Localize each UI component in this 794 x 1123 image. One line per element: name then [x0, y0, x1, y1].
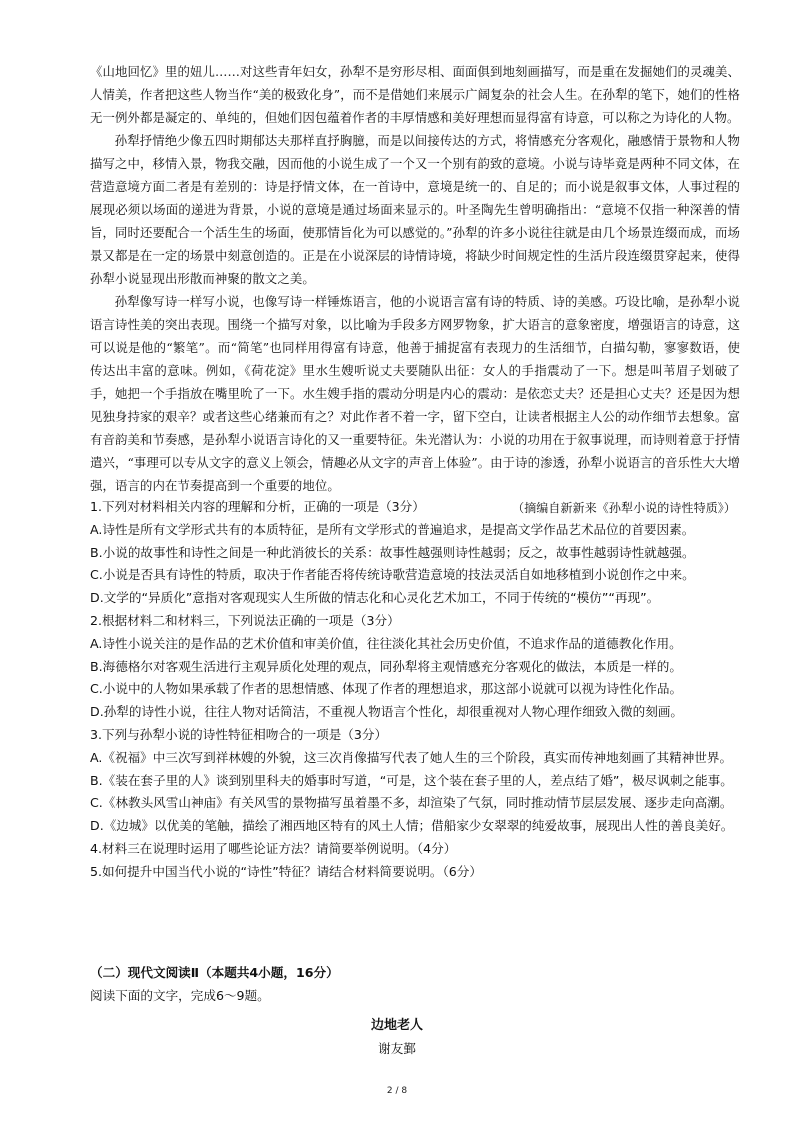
question-2-option-a: A.诗性小说关注的是作品的艺术价值和审美价值，往往淡化其社会历史价值，不追求作品的道德教化作用。: [90, 635, 682, 651]
question-2-option-b: B.海德格尔对客观生活进行主观异质化处理的观点，同孙犁将主观情感充分客观化的做法，本质是一样的。: [90, 658, 682, 674]
passage-paragraph-3: 孙犁像写诗一样写小说，也像写诗一样锤炼语言，他的小说语言富有诗的特质、诗的美感。巧设比喻，是孙犁小说语言诗性美的突出表现。围绕一个描写对象，以比喻为手段多方网罗物象，扩大语言的意象密度，增强语言的诗意，这可以说是他的“繁笔”。而“简笔”也同样用得富有诗意，他善于捕捉富有表现力的生活细节，白描勾勒，寥寥数语，使传达出丰富的意味。例如，《荷花淀》里水生嫂听说丈夫要随队出征：女人的手指震动了一下。想是叫苇眉子划破了手，她把一个手指放在嘴里吮了一下。水生嫂手指的震动分明是内心的震动：是依恋丈夫？还是担心丈夫？还是因为想见独身持家的艰辛？或者这些心绪兼而有之？对此作者不着一字，留下空白，让读者根据主人公的动作细节去想象。富有音韵美和节奏感，是孙犁小说语言诗化的又一重要特征。朱光潜认为：小说的功用在于叙事说理，而诗则着意于抒情遣兴，“事理可以专从文字的意义上领会，情趣必从文字的声音上体验”。由于诗的渗透，孙犁小说语言的音乐性大大增强，语言的内在节奏提高到一个重要的地位。: [90, 294, 740, 493]
question-4-stem: 4.材料三在说理时运用了哪些论证方法？请简要举例说明。（4分）: [90, 840, 457, 856]
story-title: 边地老人: [370, 1018, 423, 1033]
passage-paragraph-2: 孙犁抒情绝少像五四时期郁达夫那样直抒胸臆，而是以间接传达的方式，将情感充分客观化，融感情于景物和人物描写之中，移情入景，物我交融，因而他的小说生成了一个又一个别有韵致的意境。小说与诗毕竟是两种不同文体，在营造意境方面二者是有差别的：诗是抒情文体，在一首诗中，意境是统一的、自足的；而小说是叙事文体，人事过程的展现必须以场面的递进为背景，小说的意境是通过场面来显示的。叶圣陶先生曾明确指出：“意境不仅指一种深善的情旨，同时还要配合一个活生生的场面，使那情旨化为可以感觉的。”孙犁的许多小说往往就是由几个场景连缀而成，而场景又都是在一定的场景中刻意创造的。正是在小说深层的诗情诗境，将缺少时间规定性的生活片段连缀贯穿起来，使得孙犁小说显现出形散而神聚的散文之美。: [90, 133, 740, 286]
section-two-instruction: 阅读下面的文字，完成6～9题。: [90, 987, 270, 1003]
page-number: 2 / 8: [386, 1086, 408, 1096]
section-two-heading: （二）现代文阅读Ⅱ（本题共4小题，16分）: [90, 965, 339, 980]
question-3-option-c: C.《林教头风雪山神庙》有关风雪的景物描写虽着墨不多，却渲染了气氛，同时推动情节层层发展、逐步走向高潮。: [90, 795, 733, 811]
question-1-option-b: B.小说的故事性和诗性之间是一种此消彼长的关系：故事性越强则诗性越弱；反之，故事性越弱诗性就越强。: [90, 544, 695, 560]
question-1-option-a: A.诗性是所有文学形式共有的本质特征，是所有文学形式的普遍追求，是提高文学作品艺术品位的首要因素。: [90, 521, 695, 537]
question-3-stem: 3.下列与孙犁小说的诗性特征相吻合的一项是（3分）: [90, 726, 388, 742]
question-5-stem: 5.如何提升中国当代小说的“诗性”特征？请结合材料简要说明。（6分）: [90, 863, 482, 879]
question-3-option-d: D.《边城》以优美的笔触，描绘了湘西地区特有的风土人情；借船家少女翠翠的纯爱故事，展现出人性的善良美好。: [90, 818, 734, 834]
question-3-option-b: B.《装在套子里的人》谈到别里科夫的婚事时写道，“可是，这个装在套子里的人，差点结了婚”，极尽讽刺之能事。: [90, 772, 733, 788]
question-list: [90, 496, 740, 884]
question-1-option-d: D.文学的“异质化”意指对客观现实人生所做的情志化和心灵化艺术加工，不同于传统的“模仿”“再现”。: [90, 590, 660, 606]
section-two: [90, 962, 740, 1008]
question-2-option-c: C.小说中的人物如果承载了作者的思想情感、体现了作者的理想追求，那这部小说就可以视为诗性化作品。: [90, 681, 683, 697]
passage-paragraph-1: 《山地回忆》里的妞儿……对这些青年妇女，孙犁不是穷形尽相、面面俱到地刻画描写，而是重在发掘她们的灵魂美、人情美，作者把这些人物当作“美的极致化身”，而不是借她们来展示广阔复杂的社会人生。在孙犁的笔下，她们的性格无一例外都是凝定的、单纯的，但她们因包蕴着作者的丰厚情感和美好理想而显得富有诗意，可以称之为诗化的人物。: [90, 64, 740, 125]
question-3-option-a: A.《祝福》中三次写到祥林嫂的外貌，这三次肖像描写代表了她人生的三个阶段，真实而传神地刻画了其精神世界。: [90, 749, 733, 765]
question-2-option-d: D.孙犁的诗性小说，往往人物对话简洁，不重视人物语言个性化，却很重视对人物心理作细致入微的刻画。: [90, 704, 684, 720]
question-2-stem: 2.根据材料二和材料三，下列说法正确的一项是（3分）: [90, 612, 400, 628]
reading-passage: [90, 60, 740, 519]
story-author: 谢友鄞: [378, 1041, 416, 1056]
question-1-option-c: C.小说是否具有诗性的特质，取决于作者能否将传统诗歌营造意境的技法灵活自如地移植到小说创作之中来。: [90, 567, 695, 583]
question-1-stem: 1.下列对材料相关内容的理解和分析，正确的一项是（3分）: [90, 499, 425, 514]
passage-source: （摘编自新新来《孙犁小说的诗性特质》）: [512, 501, 736, 515]
